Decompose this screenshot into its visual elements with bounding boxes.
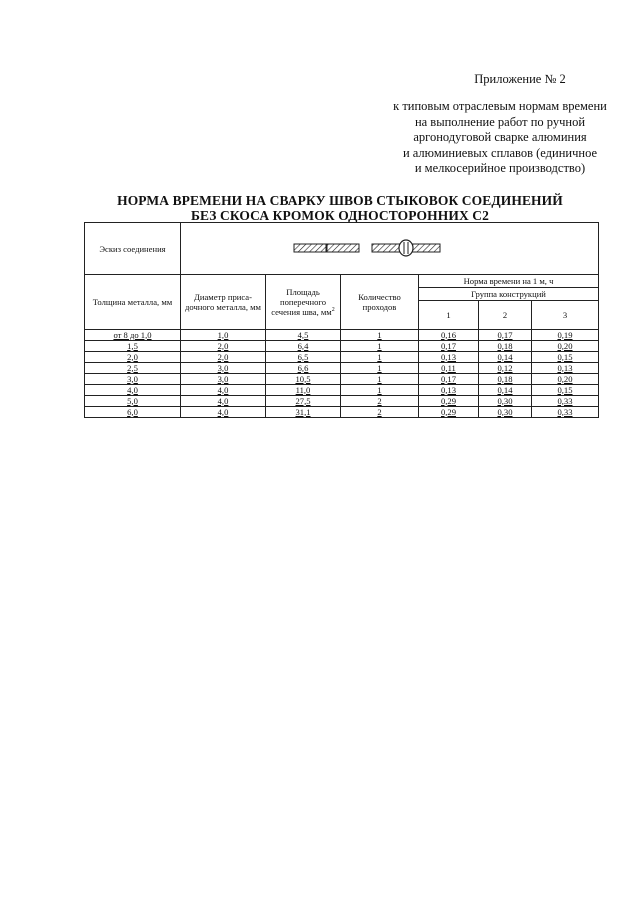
cell-diameter: 4,0 [181,396,266,407]
cell-diameter: 4,0 [181,407,266,418]
header-norm: Норма времени на 1 м, ч [419,275,599,288]
cell-thickness: 2,0 [85,352,181,363]
cell-group-1: 0,11 [419,363,479,374]
header-area-text: Площадь поперечного сечения шва, мм [271,287,332,317]
table-row [85,352,599,363]
cell-group-3: 0,33 [532,407,599,418]
cell-thickness: 2,5 [85,363,181,374]
cell-area: 6,6 [266,363,341,374]
cell-passes: 1 [341,363,419,374]
cell-passes: 1 [341,385,419,396]
appendix-line: к типовым отраслевым нормам времени [393,99,607,113]
sketch-label: Эскиз соединения [85,223,181,275]
cell-passes: 2 [341,396,419,407]
cell-area: 6,4 [266,341,341,352]
table-row [85,385,599,396]
cell-diameter: 3,0 [181,374,266,385]
cell-thickness: 4,0 [85,385,181,396]
table-row [85,363,599,374]
cell-group-1: 0,13 [419,352,479,363]
appendix-line: на выполнение работ по ручной [414,114,586,129]
cell-area: 11,0 [266,385,341,396]
heading-line-1: НОРМА ВРЕМЕНИ НА СВАРКУ ШВОВ СТЫКОВОК СОЕДИНЕНИЙ [117,193,563,208]
cell-group-3: 0,19 [532,330,599,341]
document-heading [80,193,600,223]
heading-line-2: БЕЗ СКОСА КРОМОК ОДНОСТОРОННИХ С2 [191,208,489,223]
cell-group-1: 0,29 [419,396,479,407]
header-passes: Количество проходов [341,275,419,330]
appendix-line: и алюминиевых сплавов (единичное [402,145,598,160]
appendix-title: Приложение № 2 [474,72,566,86]
table-row [85,407,599,418]
cell-group-1: 0,17 [419,374,479,385]
header-group: Группа конструкций [419,288,599,301]
cell-diameter: 2,0 [181,352,266,363]
header-group-1: 1 [419,301,479,330]
cell-passes: 1 [341,330,419,341]
cell-thickness: 5,0 [85,396,181,407]
cell-group-3: 0,20 [532,341,599,352]
cell-group-2: 0,17 [479,330,532,341]
cell-passes: 1 [341,352,419,363]
table-row [85,396,599,407]
cell-area: 6,5 [266,352,341,363]
cell-passes: 2 [341,407,419,418]
cell-group-1: 0,13 [419,385,479,396]
cell-group-3: 0,15 [532,385,599,396]
cell-passes: 1 [341,374,419,385]
cell-thickness: 3,0 [85,374,181,385]
table-row [85,341,599,352]
cell-group-2: 0,18 [479,374,532,385]
cell-group-2: 0,30 [479,396,532,407]
cell-diameter: 1,0 [181,330,266,341]
cell-group-2: 0,18 [479,341,532,352]
cell-group-2: 0,14 [479,352,532,363]
table-row [85,374,599,385]
cell-thickness: от 8 до 1,0 [85,330,181,341]
cell-group-2: 0,14 [479,385,532,396]
cell-passes: 1 [341,341,419,352]
cell-group-1: 0,17 [419,341,479,352]
cell-group-3: 0,15 [532,352,599,363]
header-thickness: Толщина металла, мм [85,275,181,330]
cell-area: 10,5 [266,374,341,385]
cell-group-3: 0,20 [532,374,599,385]
cell-area: 27,5 [266,396,341,407]
cell-group-3: 0,33 [532,396,599,407]
header-group-2: 2 [479,301,532,330]
cell-thickness: 6,0 [85,407,181,418]
cell-diameter: 4,0 [181,385,266,396]
header-group-3: 3 [532,301,599,330]
cell-group-2: 0,30 [479,407,532,418]
norms-table [84,222,599,418]
cell-thickness: 1,5 [85,341,181,352]
cell-group-1: 0,29 [419,407,479,418]
appendix-block [380,72,620,177]
cell-group-3: 0,13 [532,363,599,374]
butt-joint-sketch-icon [290,237,490,259]
cell-group-2: 0,12 [479,363,532,374]
cell-area: 4,5 [266,330,341,341]
cell-diameter: 3,0 [181,363,266,374]
joint-sketch [181,223,599,275]
header-area-sup: 2 [331,307,335,314]
cell-group-1: 0,16 [419,330,479,341]
cell-diameter: 2,0 [181,341,266,352]
appendix-line: аргонодуговой сварке алюминия [413,130,587,145]
appendix-line: и мелкосерийное производство) [414,161,586,176]
table-row [85,330,599,341]
header-filler-diameter: Диаметр приса- дочного металла, мм [181,275,266,330]
header-area [266,275,341,330]
cell-area: 31,1 [266,407,341,418]
